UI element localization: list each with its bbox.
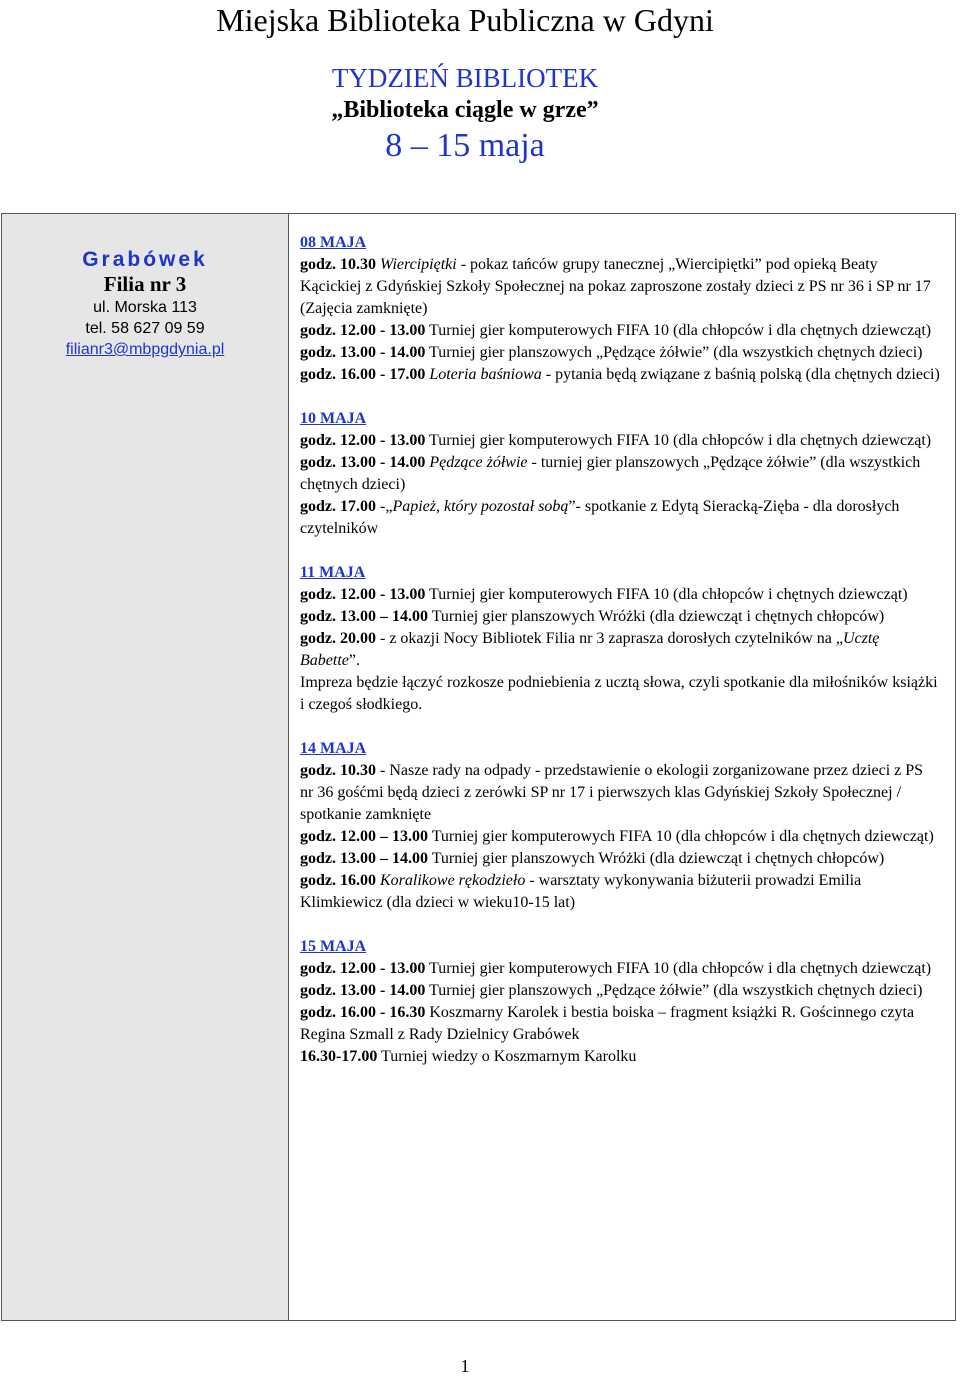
schedule-item xyxy=(300,628,940,672)
schedule-item xyxy=(300,760,940,826)
day-block xyxy=(300,408,940,540)
item-time: godz. 16.00 - 17.00 xyxy=(300,366,426,383)
item-text: - turniej gier planszowych „Pędzące żółwie” (dla wszystkich chętnych dzieci) xyxy=(300,454,921,493)
item-time: godz. 20.00 xyxy=(300,630,376,647)
schedule-item xyxy=(300,848,940,870)
schedule-item xyxy=(300,1046,940,1068)
event-motto: „Biblioteka ciągle w grze” xyxy=(331,97,599,123)
item-time: godz. 16.00 xyxy=(300,872,376,889)
schedule-table xyxy=(1,213,956,1321)
item-time: godz. 13.00 – 14.00 xyxy=(300,850,428,867)
item-time: godz. 17.00 xyxy=(300,498,376,515)
item-time: godz. 12.00 - 13.00 xyxy=(300,586,426,603)
item-text: - pokaz tańców grupy tanecznej „Wiercipiętki” pod opieką Beaty Kącickiej z Gdyńskiej Szkoły Społecznej na pokaz zaproszone zostały dzieci z PS nr 36 i SP nr 17 (Zajęcia zamknięte) xyxy=(300,256,931,317)
item-time: godz. 16.00 - 16.30 xyxy=(300,1004,426,1021)
schedule-item xyxy=(300,958,940,980)
item-text: Turniej gier komputerowych FIFA 10 (dla chłopców i chętnych dziewcząt) xyxy=(425,586,908,603)
day-block xyxy=(300,738,940,914)
schedule-item xyxy=(300,584,940,606)
branch-district: Grabówek xyxy=(82,248,208,271)
schedule-item xyxy=(300,430,940,452)
item-text: - pytania będą związane z baśnią polską (dla chętnych dzieci) xyxy=(541,366,940,383)
branch-info-cell xyxy=(2,214,289,1320)
event-title: TYDZIEŃ BIBLIOTEK xyxy=(331,63,599,93)
item-time: godz. 12.00 - 13.00 xyxy=(300,960,426,977)
day-block xyxy=(300,562,940,716)
item-title: Papież, który pozostał sobą xyxy=(392,498,569,515)
item-time: godz. 13.00 - 14.00 xyxy=(300,344,426,361)
day-label: 08 MAJA xyxy=(300,234,367,251)
branch-phone: tel. 58 627 09 59 xyxy=(85,320,205,337)
day-label: 11 MAJA xyxy=(300,564,366,581)
item-text: - Nasze rady na odpady - przedstawienie o ekologii zorganizowane przez dzieci z PS nr 36 gośćmi będą dzieci z zerówki SP nr 17 i pierwszych klas Gdyńskiej Szkoły Społecznej / spotkanie zamknięte xyxy=(300,762,924,823)
item-title: Wiercipiętki xyxy=(380,256,457,273)
item-title: Pędzące żółwie xyxy=(429,454,528,471)
branch-address: ul. Morska 113 xyxy=(93,299,197,316)
branch-email-link[interactable]: filianr3@mbpgdynia.pl xyxy=(65,341,225,358)
item-time: godz. 13.00 – 14.00 xyxy=(300,608,428,625)
schedule-cell xyxy=(300,232,940,1090)
item-title: Loteria baśniowa xyxy=(429,366,542,383)
schedule-item xyxy=(300,980,940,1002)
item-text: ”- spotkanie z Edytą Sieracką-Zięba - dla dorosłych czytelników xyxy=(300,498,900,537)
schedule-item xyxy=(300,606,940,628)
day-block xyxy=(300,936,940,1068)
item-time: godz. 10.30 xyxy=(300,762,376,779)
item-text: Turniej gier planszowych „Pędzące żółwie” (dla wszystkich chętnych dzieci) xyxy=(425,982,923,999)
page-number: 1 xyxy=(460,1356,470,1376)
day-block xyxy=(300,232,940,386)
item-text: Turniej wiedzy o Koszmarnym Karolku xyxy=(377,1048,637,1065)
schedule-item xyxy=(300,826,940,848)
schedule-item xyxy=(300,870,940,914)
item-text: - warsztaty wykonywania biżuterii prowadzi Emilia Klimkiewicz (dla dzieci w wieku10-15 lat) xyxy=(300,872,862,911)
item-title: Koralikowe rękodzieło xyxy=(380,872,526,889)
item-time: godz. 12.00 - 13.00 xyxy=(300,322,426,339)
day-label: 14 MAJA xyxy=(300,740,367,757)
schedule-item xyxy=(300,496,940,540)
item-text: Koszmarny Karolek i bestia boiska – fragment książki R. Gościnnego czyta Regina Szmall z Rady Dzielnicy Grabówek xyxy=(300,1004,915,1043)
schedule-item xyxy=(300,254,940,320)
schedule-item xyxy=(300,672,940,716)
schedule-item xyxy=(300,320,940,342)
item-time: godz. 10.30 xyxy=(300,256,376,273)
schedule-item xyxy=(300,452,940,496)
event-dates: 8 – 15 maja xyxy=(385,127,545,164)
item-text: Impreza będzie łączyć rozkosze podniebienia z ucztą słowa, czyli spotkanie dla miłośników książki i czegoś słodkiego. xyxy=(300,674,938,713)
item-text: Turniej gier komputerowych FIFA 10 (dla chłopców i dla chętnych dziewcząt) xyxy=(425,432,932,449)
item-time: godz. 13.00 - 14.00 xyxy=(300,454,426,471)
schedule-item xyxy=(300,364,940,386)
branch-name: Filia nr 3 xyxy=(103,272,187,296)
item-title: Ucztę Babette xyxy=(300,630,880,669)
item-time: 16.30-17.00 xyxy=(300,1048,378,1065)
item-text: Turniej gier komputerowych FIFA 10 (dla chłopców i dla chętnych dziewcząt) xyxy=(425,960,932,977)
item-text: Turniej gier planszowych „Pędzące żółwie” (dla wszystkich chętnych dzieci) xyxy=(425,344,923,361)
schedule-item xyxy=(300,342,940,364)
item-time: godz. 12.00 - 13.00 xyxy=(300,432,426,449)
day-label: 10 MAJA xyxy=(300,410,367,427)
item-text: - z okazji Nocy Bibliotek Filia nr 3 zaprasza dorosłych czytelników na „ xyxy=(376,630,843,647)
item-text: ”. xyxy=(348,652,360,669)
day-label: 15 MAJA xyxy=(300,938,367,955)
item-text: Turniej gier komputerowych FIFA 10 (dla chłopców i dla chętnych dziewcząt) xyxy=(428,828,934,845)
item-text: Turniej gier komputerowych FIFA 10 (dla chłopców i dla chętnych dziewcząt) xyxy=(425,322,932,339)
item-text: Turniej gier planszowych Wróżki (dla dziewcząt i chętnych chłopców) xyxy=(428,608,885,625)
item-text: -„ xyxy=(376,498,393,515)
item-text: Turniej gier planszowych Wróżki (dla dziewcząt i chętnych chłopców) xyxy=(428,850,885,867)
library-title: Miejska Biblioteka Publiczna w Gdyni xyxy=(216,2,714,38)
item-time: godz. 12.00 – 13.00 xyxy=(300,828,428,845)
schedule-item xyxy=(300,1002,940,1046)
item-time: godz. 13.00 - 14.00 xyxy=(300,982,426,999)
